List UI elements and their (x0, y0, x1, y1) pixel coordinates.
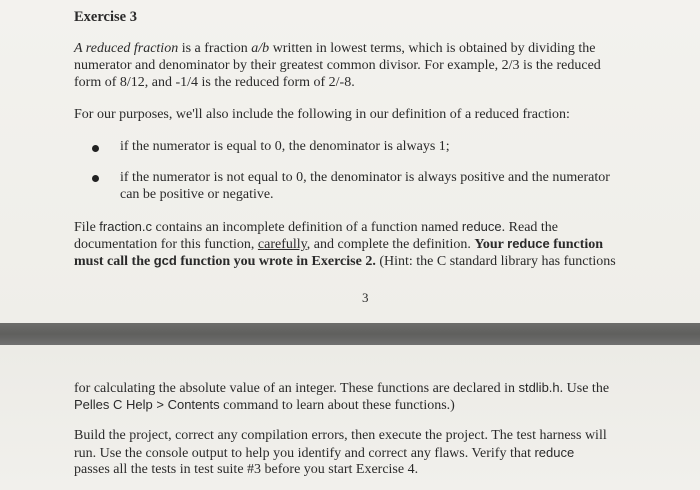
paragraph-file-line-1: File fraction.c contains an incomplete definition of a function named reduce. Read the (74, 219, 559, 235)
paragraph-build-line-3: passes all the tests in test suite #3 before you start Exercise 4. (74, 462, 419, 477)
paragraph-hint-line-1: for calculating the absolute value of an integer. These functions are declared in stdlib.h. Use the (74, 380, 610, 396)
bullet-icon (92, 175, 99, 182)
page-separator (0, 323, 700, 345)
bullet-item-2-line-2: can be positive or negative. (120, 187, 274, 202)
bullet-icon (92, 145, 99, 152)
exercise-title: Exercise 3 (74, 9, 137, 25)
paragraph-file-line-3: must call the gcd function you wrote in Exercise 2. (Hint: the C standard library has functions (74, 253, 616, 269)
paragraph-definition-line-3: form of 8/12, and -1/4 is the reduced form of 2/-8. (74, 75, 355, 90)
paragraph-hint-line-2: Pelles C Help > Contents command to learn about these functions.) (74, 397, 455, 413)
paragraph-definition-line-1: A reduced fraction is a fraction a/b written in lowest terms, which is obtained by dividing the (74, 41, 596, 56)
page-number: 3 (362, 290, 369, 305)
paragraph-build-line-2: run. Use the console output to help you identify and correct any flaws. Verify that reduce (74, 445, 575, 461)
paragraph-file-line-2: documentation for this function, carefully, and complete the definition. Your reduce function (74, 236, 604, 252)
paragraph-definition-line-2: numerator and denominator by their greatest common divisor. For example, 2/3 is the reduced (74, 58, 601, 73)
bullet-item-1: if the numerator is equal to 0, the denominator is always 1; (120, 139, 450, 154)
paragraph-build-line-1: Build the project, correct any compilation errors, then execute the project. The test harness will (74, 428, 607, 443)
bullet-item-2-line-1: if the numerator is not equal to 0, the denominator is always positive and the numerator (120, 170, 610, 185)
paragraph-purposes: For our purposes, we'll also include the following in our definition of a reduced fraction: (74, 107, 570, 122)
